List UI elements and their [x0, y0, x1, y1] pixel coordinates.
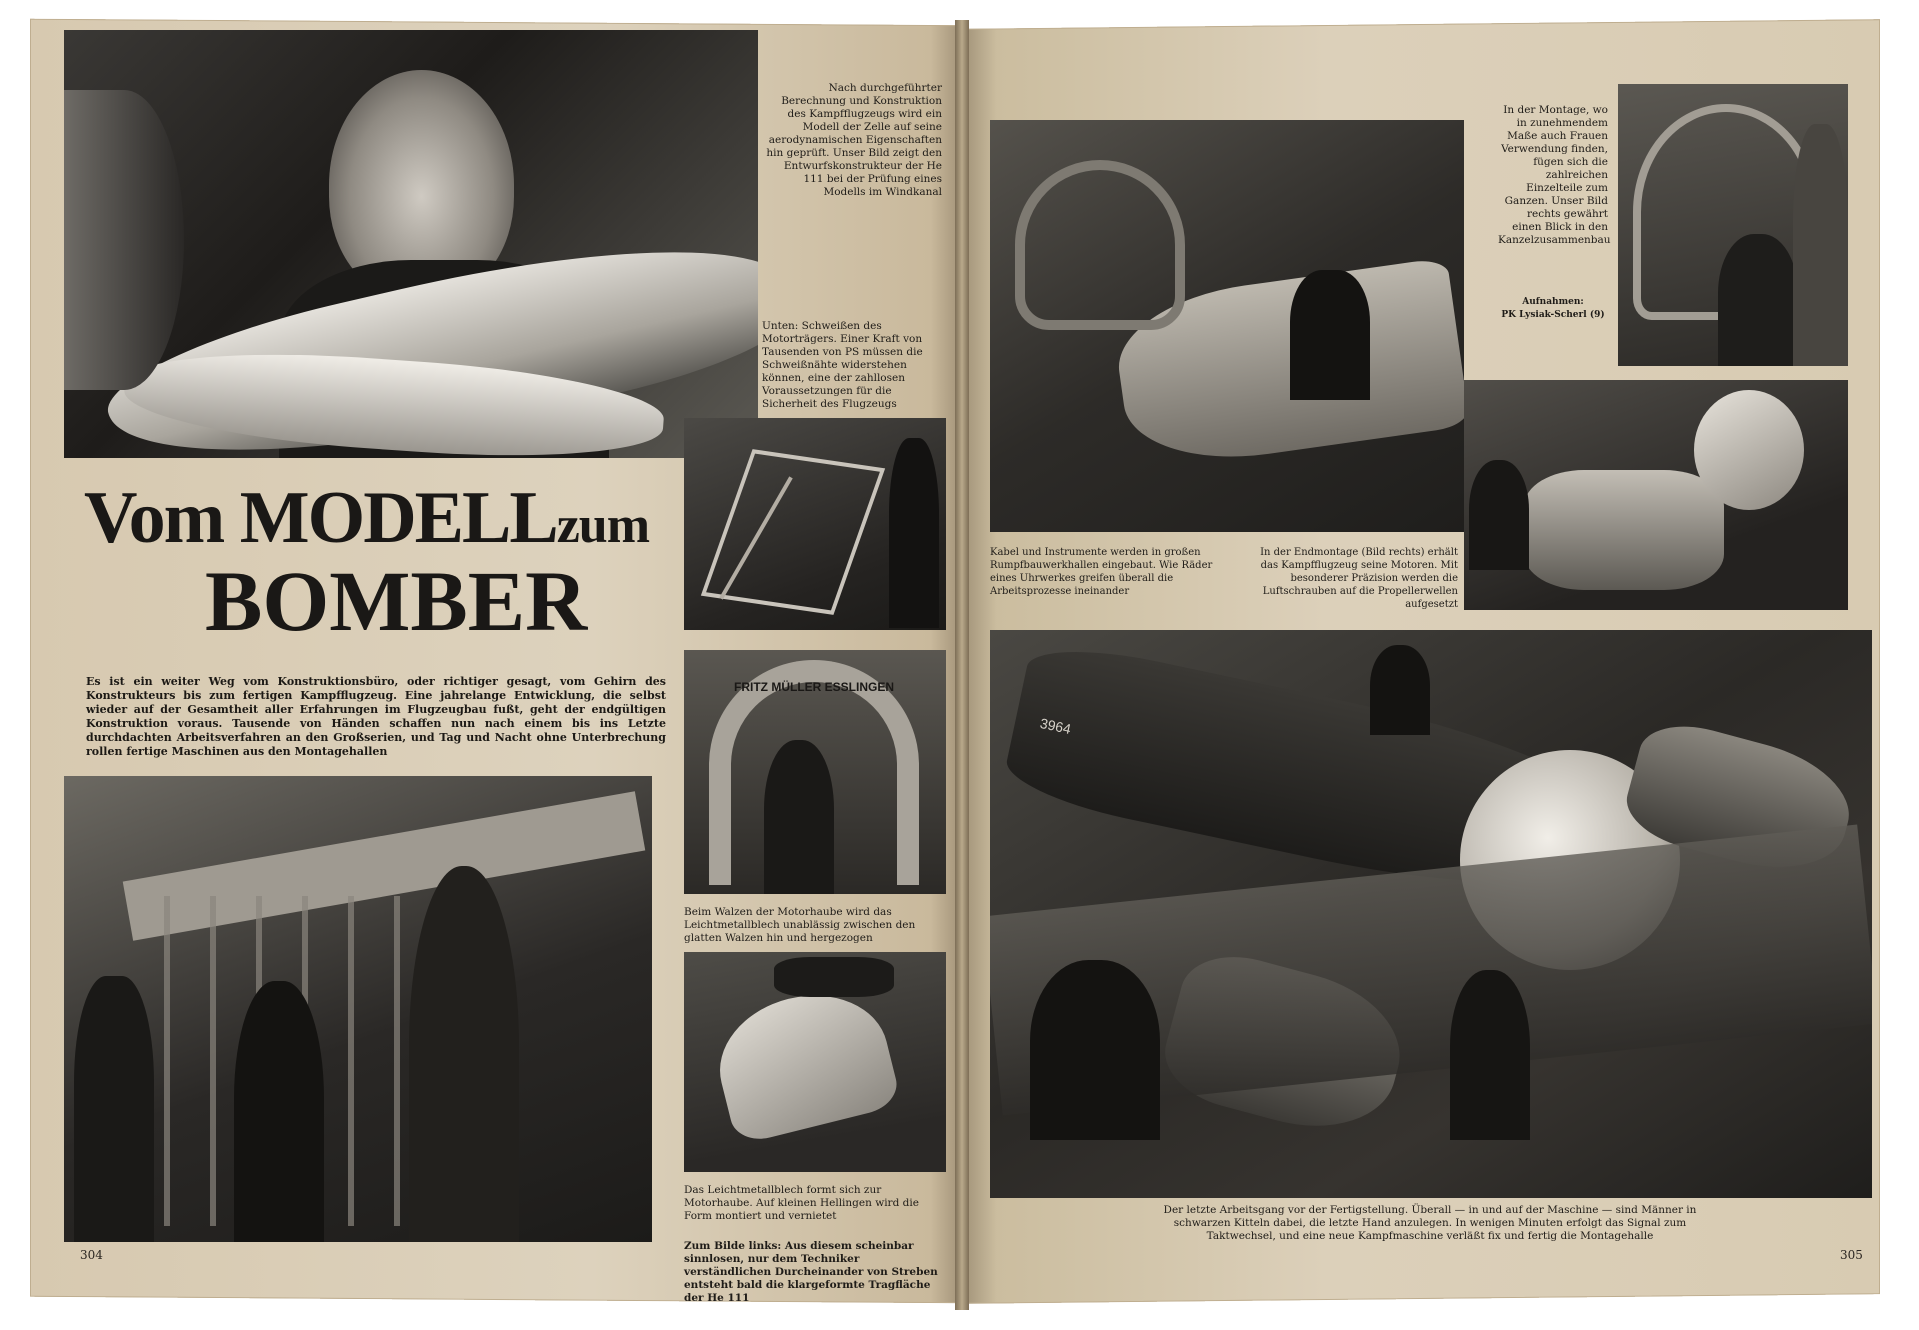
photo-tragflaeche	[64, 776, 652, 1242]
mechanics	[1469, 460, 1529, 570]
frame-structure	[701, 449, 885, 615]
worker-at-machine	[764, 740, 834, 894]
photo-motortraeger	[684, 418, 946, 630]
headline-zum: zum	[556, 497, 650, 554]
wind-tunnel-fan	[64, 90, 184, 390]
worker-near-nose	[1450, 970, 1530, 1140]
caption-walzen: Beim Walzen der Motorhaube wird das Leichtmetallblech unablässig zwischen den glatten Walzen hin und hergezogen	[684, 906, 916, 944]
caption-bilde-links: Zum Bilde links: Aus diesem scheinbar sinnlosen, nur dem Techniker verständlichen Durcheinander von Streben entsteht bald die klargeformte Tragfläche der He 111	[684, 1240, 938, 1304]
photo-endmontage	[1464, 380, 1848, 610]
photo-motorhaube	[684, 952, 946, 1172]
headline-line-2: BOMBER	[205, 553, 588, 649]
headline-modell: MODELL	[239, 477, 557, 559]
caption-letzte: Der letzte Arbeitsgang vor der Fertigstellung. Überall — in und auf der Maschine — sind Männer in schwarzen Kitteln dabei, die letzte Hand anzulegen. In wenigen Minuten erfolgt das Signal zum Taktwechsel, und eine neue Kampfmaschine verläßt fix und fertig die Montagehalle	[1163, 1204, 1697, 1242]
photo-rumpfbau	[990, 120, 1464, 532]
credit-label: Aufnahmen:	[1522, 297, 1584, 307]
photo-kanzelzusammenbau	[1618, 84, 1848, 366]
caption-kabel: Kabel und Instrumente werden in großen Rumpfbauwerkhallen eingebaut. Wie Räder eines Uhrwerkes greifen überall die Arbeitsprozesse ineinander	[990, 547, 1213, 597]
workers-on-wing	[1030, 960, 1160, 1140]
photo-walzen	[684, 650, 946, 894]
worker-man	[234, 981, 324, 1242]
spine-gutter	[955, 20, 969, 1310]
aircraft-number: 3964	[1038, 714, 1073, 738]
caption-windkanal: Nach durchgeführter Berechnung und Konstruktion des Kampfflugzeugs wird ein Modell der Zelle auf seine aerodynamischen Eigenschaften hin geprüft. Unser Bild zeigt den Entwurfskonstrukteur der He 111 bei der Prüfung eines Modells im Windkanal	[766, 82, 942, 198]
workers-group	[1290, 270, 1370, 400]
caption-motorhaube: Das Leichtmetallblech formt sich zur Motorhaube. Auf kleinen Hellingen wird die Form montiert und vernietet	[684, 1184, 919, 1222]
woman-worker	[1718, 234, 1798, 366]
welder-figure	[889, 438, 939, 628]
caption-endmontage: In der Endmontage (Bild rechts) erhält das Kampfflugzeug seine Motoren. Mit besonderer Präzision werden die Luftschrauben auf die Propellerwellen aufgesetzt	[1260, 547, 1458, 610]
headline-vom: Vom	[84, 477, 240, 559]
caption-schweissen: Unten: Schweißen des Motorträgers. Einer Kraft von Tausenden von PS müssen die Schweißnähte widerstehen können, eine der zahllosen Voraussetzungen für die Sicherheit des Flugzeugs	[762, 320, 923, 410]
page-number-right: 305	[1840, 1248, 1863, 1262]
cockpit-nose	[1694, 390, 1804, 510]
worker-ladder	[74, 976, 154, 1242]
photo-credit	[1498, 296, 1608, 322]
cockpit-frame	[1015, 160, 1185, 330]
photo-fertigstellung	[990, 630, 1872, 1198]
intro-paragraph: Es ist ein weiter Weg vom Konstruktionsbüro, oder richtiger gesagt, vom Gehirn des Konstrukteurs bis zum fertigen Kampfflugzeug. Eine jahrelange Entwicklung, die selbst wieder auf der Gesamtheit aller Erfahrungen im Flugzeugbau fußt, geht der endgültigen Konstruktion voraus. Tausende von Händen schaffen nun nach einem bis ins Letzte durchdachten Arbeitsverfahren an den Großserien, und Tag und Nacht ohne Unterbrechung rollen fertige Maschinen aus den Montagehallen	[86, 675, 666, 758]
man-worker	[1793, 124, 1848, 366]
machine-label-text: FRITZ MÜLLER ESSLINGEN	[734, 680, 894, 694]
photo-engineer-with-model	[64, 30, 758, 458]
engine-block	[1524, 470, 1724, 590]
workers-background	[774, 957, 894, 997]
credit-name: PK Lysiak-Scherl (9)	[1501, 310, 1605, 320]
cowling-shape	[706, 978, 902, 1145]
page-number-left: 304	[80, 1248, 103, 1262]
worker-woman	[409, 866, 519, 1242]
caption-montage: In der Montage, wo in zunehmendem Maße auch Frauen Verwendung finden, fügen sich die zahlreichen Einzelteile zum Ganzen. Unser Bild rechts gewährt einen Blick in den Kanzelzusammenbau	[1498, 104, 1611, 246]
worker-on-fuselage	[1370, 645, 1430, 735]
